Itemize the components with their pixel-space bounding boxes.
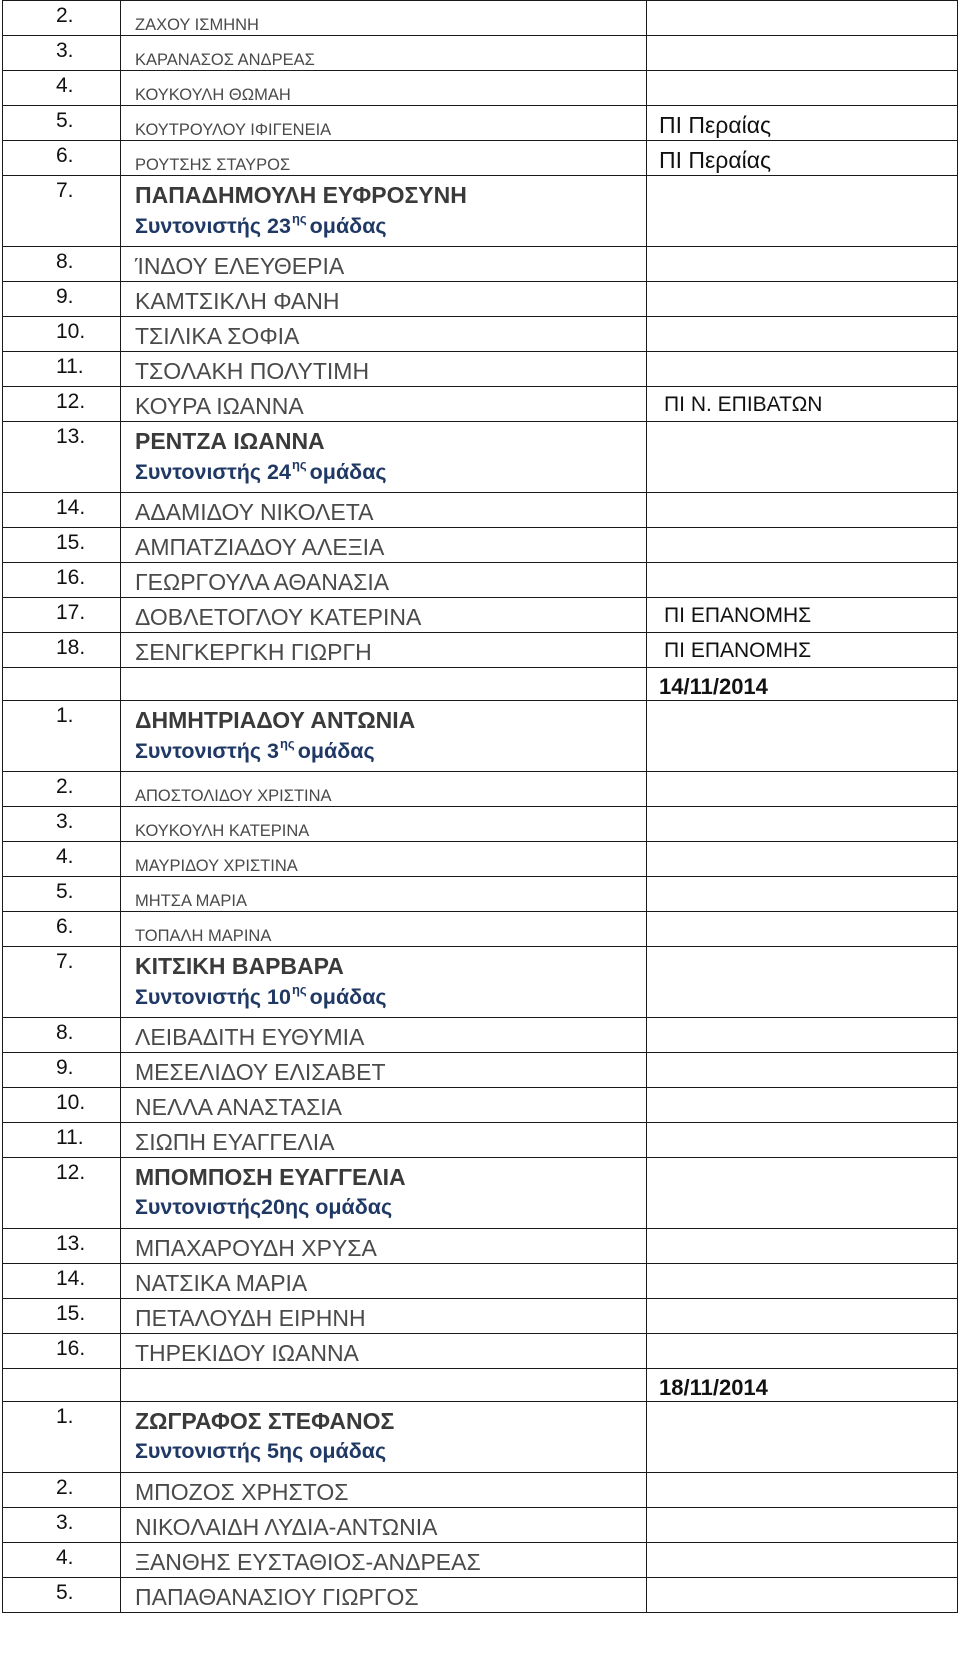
row-number: 16. bbox=[3, 1334, 121, 1369]
participant-name: ΚΟΥΚΟΥΛΗ ΘΩΜΑΗ bbox=[135, 86, 291, 104]
row-number: 17. bbox=[3, 598, 121, 633]
participant-name: ΚΟΥΡΑ ΙΩΑΝΝΑ bbox=[135, 393, 304, 419]
participant-cell bbox=[121, 1123, 647, 1158]
school-cell bbox=[647, 352, 958, 387]
table-row bbox=[3, 1, 958, 36]
row-number: 14. bbox=[3, 1264, 121, 1299]
participant-name: ΣΙΩΠΗ ΕΥΑΓΓΕΛΙΑ bbox=[135, 1129, 335, 1155]
row-number: 3. bbox=[3, 1508, 121, 1543]
coordinator-role bbox=[135, 1439, 646, 1464]
row-number: 2. bbox=[3, 1, 121, 36]
row-number bbox=[3, 1369, 121, 1402]
participant-cell bbox=[121, 1264, 647, 1299]
row-number: 3. bbox=[3, 807, 121, 842]
table-row bbox=[3, 1473, 958, 1508]
table-row bbox=[3, 106, 958, 141]
participant-cell bbox=[121, 598, 647, 633]
row-number: 2. bbox=[3, 1473, 121, 1508]
participant-cell bbox=[121, 1334, 647, 1369]
participant-cell bbox=[121, 36, 647, 71]
participant-name: ΜΠΑΧΑΡΟΥΔΗ ΧΡΥΣΑ bbox=[135, 1235, 377, 1261]
school-cell bbox=[647, 106, 958, 141]
coordinator-role bbox=[135, 984, 646, 1010]
school-cell bbox=[647, 282, 958, 317]
coordinator-role-group: ομάδας bbox=[309, 214, 387, 239]
participant-cell bbox=[121, 1299, 647, 1334]
participant-cell bbox=[121, 106, 647, 141]
participant-cell bbox=[121, 387, 647, 422]
coordinator-role bbox=[135, 738, 646, 764]
row-number: 11. bbox=[3, 1123, 121, 1158]
coordinator-name: ΜΠΟΜΠΟΣΗ ΕΥΑΓΓΕΛΙΑ bbox=[135, 1164, 406, 1190]
table-row bbox=[3, 598, 958, 633]
date-row bbox=[3, 668, 958, 701]
row-number: 18. bbox=[3, 633, 121, 668]
school-cell bbox=[647, 422, 958, 493]
row-number: 12. bbox=[3, 387, 121, 422]
participant-name: ΡΟΥΤΣΗΣ ΣΤΑΥΡΟΣ bbox=[135, 156, 291, 174]
school-cell bbox=[647, 1158, 958, 1229]
participant-name: ΑΜΠΑΤΖΙΑΔΟΥ ΑΛΕΞΙΑ bbox=[135, 534, 385, 560]
school-cell bbox=[647, 912, 958, 947]
participant-name: ΓΕΩΡΓΟΥΛΑ ΑΘΑΝΑΣΙΑ bbox=[135, 569, 390, 595]
participant-name: ΛΕΙΒΑΔΙΤΗ ΕΥΘΥΜΙΑ bbox=[135, 1024, 365, 1050]
participant-cell bbox=[121, 668, 647, 701]
table-row bbox=[3, 1543, 958, 1578]
row-number: 1. bbox=[3, 701, 121, 772]
participant-cell bbox=[121, 1473, 647, 1508]
school-name: ΠΙ Περαίας bbox=[659, 112, 772, 138]
participant-cell bbox=[121, 1088, 647, 1123]
table-row bbox=[3, 1264, 958, 1299]
row-number: 13. bbox=[3, 422, 121, 493]
coordinator-role-suffix: ης bbox=[291, 982, 307, 997]
table-row bbox=[3, 282, 958, 317]
participant-cell bbox=[121, 176, 647, 247]
row-number: 5. bbox=[3, 1578, 121, 1613]
participants-table-body bbox=[3, 1, 958, 1613]
school-cell bbox=[647, 528, 958, 563]
participant-name: ΑΔΑΜΙΔΟΥ ΝΙΚΟΛΕΤΑ bbox=[135, 499, 374, 525]
table-row bbox=[3, 1402, 958, 1473]
row-number: 8. bbox=[3, 247, 121, 282]
school-cell bbox=[647, 1088, 958, 1123]
participant-name: ΚΟΥΤΡΟΥΛΟΥ ΙΦΙΓΕΝΕΙΑ bbox=[135, 121, 332, 139]
participant-name: ΠΕΤΑΛΟΥΔΗ ΕΙΡΗΝΗ bbox=[135, 1305, 366, 1331]
participant-cell bbox=[121, 528, 647, 563]
table-row bbox=[3, 633, 958, 668]
participant-cell bbox=[121, 877, 647, 912]
participant-name: ΑΠΟΣΤΟΛΙΔΟΥ ΧΡΙΣΤΙΝΑ bbox=[135, 787, 332, 805]
participant-name: ΤΗΡΕΚΙΔΟΥ ΙΩΑΝΝΑ bbox=[135, 1340, 359, 1366]
row-number: 10. bbox=[3, 317, 121, 352]
table-row bbox=[3, 36, 958, 71]
row-number: 9. bbox=[3, 282, 121, 317]
participant-name: ΝΙΚΟΛΑΙΔΗ ΛΥΔΙΑ-ΑΝΤΩΝΙΑ bbox=[135, 1514, 438, 1540]
coordinator-name: ΡΕΝΤΖΑ ΙΩΑΝΝΑ bbox=[135, 428, 325, 454]
table-row bbox=[3, 176, 958, 247]
coordinator-name: ΠΑΠΑΔΗΜΟΥΛΗ ΕΥΦΡΟΣΥΝΗ bbox=[135, 182, 467, 208]
row-number: 4. bbox=[3, 1543, 121, 1578]
school-name: ΠΙ ΕΠΑΝΟΜΗΣ bbox=[664, 604, 812, 627]
coordinator-role-text: Συντονιστής 24 bbox=[135, 460, 291, 485]
coordinator-role-suffix: ης bbox=[291, 211, 307, 226]
school-cell bbox=[647, 1543, 958, 1578]
school-cell bbox=[647, 772, 958, 807]
participant-cell bbox=[121, 633, 647, 668]
participants-table bbox=[2, 0, 958, 1613]
participant-name: ΞΑΝΘΗΣ ΕΥΣΤΑΘΙΟΣ-ΑΝΔΡΕΑΣ bbox=[135, 1549, 481, 1575]
school-cell bbox=[647, 387, 958, 422]
coordinator-name: ΔΗΜΗΤΡΙΑΔΟΥ ΑΝΤΩΝΙΑ bbox=[135, 707, 416, 733]
participant-name: ΊΝΔΟΥ ΕΛΕΥΘΕΡΙΑ bbox=[135, 253, 345, 279]
table-row bbox=[3, 807, 958, 842]
participant-name: ΚΑΜΤΣΙΚΛΗ ΦΑΝΗ bbox=[135, 288, 340, 314]
school-cell bbox=[647, 1, 958, 36]
coordinator-role-suffix: ης bbox=[279, 736, 295, 751]
row-number: 1. bbox=[3, 1402, 121, 1473]
participant-cell bbox=[121, 141, 647, 176]
table-row bbox=[3, 247, 958, 282]
participant-name: ΤΣΙΛΙΚΑ ΣΟΦΙΑ bbox=[135, 323, 300, 349]
school-cell bbox=[647, 1508, 958, 1543]
school-cell bbox=[647, 1473, 958, 1508]
school-cell bbox=[647, 1578, 958, 1613]
row-number: 5. bbox=[3, 106, 121, 141]
row-number: 6. bbox=[3, 912, 121, 947]
school-cell bbox=[647, 1229, 958, 1264]
participant-name: ΔΟΒΛΕΤΟΓΛΟΥ ΚΑΤΕΡΙΝΑ bbox=[135, 604, 422, 630]
school-cell bbox=[647, 1334, 958, 1369]
participant-name: ΜΗΤΣΑ ΜΑΡΙΑ bbox=[135, 892, 247, 910]
coordinator-role-text: Συντονιστής 23 bbox=[135, 214, 291, 239]
participant-cell bbox=[121, 807, 647, 842]
participant-cell bbox=[121, 1053, 647, 1088]
table-row bbox=[3, 1229, 958, 1264]
participant-name: ΠΑΠΑΘΑΝΑΣΙΟΥ ΓΙΩΡΓΟΣ bbox=[135, 1584, 419, 1610]
table-row bbox=[3, 352, 958, 387]
coordinator-role bbox=[135, 459, 646, 485]
school-cell bbox=[647, 317, 958, 352]
participant-name: ΣΕΝΓΚΕΡΓΚΗ ΓΙΩΡΓΗ bbox=[135, 639, 372, 665]
row-number: 16. bbox=[3, 563, 121, 598]
row-number: 2. bbox=[3, 772, 121, 807]
participant-name: ΜΑΥΡΙΔΟΥ ΧΡΙΣΤΙΝΑ bbox=[135, 857, 298, 875]
row-number: 4. bbox=[3, 842, 121, 877]
row-number: 9. bbox=[3, 1053, 121, 1088]
table-row bbox=[3, 701, 958, 772]
row-number: 14. bbox=[3, 493, 121, 528]
date-row bbox=[3, 1369, 958, 1402]
row-number: 5. bbox=[3, 877, 121, 912]
school-cell bbox=[647, 1402, 958, 1473]
participant-cell bbox=[121, 352, 647, 387]
school-cell bbox=[647, 807, 958, 842]
row-number: 3. bbox=[3, 36, 121, 71]
table-row bbox=[3, 947, 958, 1018]
participant-cell bbox=[121, 1369, 647, 1402]
school-cell bbox=[647, 176, 958, 247]
school-cell bbox=[647, 141, 958, 176]
participant-cell bbox=[121, 1158, 647, 1229]
row-number: 6. bbox=[3, 141, 121, 176]
participant-cell bbox=[121, 247, 647, 282]
coordinator-role bbox=[135, 1195, 646, 1220]
participant-cell bbox=[121, 317, 647, 352]
participant-name: ΚΟΥΚΟΥΛΗ ΚΑΤΕΡΙΝΑ bbox=[135, 822, 310, 840]
school-cell bbox=[647, 1123, 958, 1158]
table-row bbox=[3, 71, 958, 106]
coordinator-role-group: ομάδας bbox=[309, 985, 387, 1010]
table-row bbox=[3, 422, 958, 493]
row-number: 7. bbox=[3, 947, 121, 1018]
participant-name: ΝΑΤΣΙΚΑ ΜΑΡΙΑ bbox=[135, 1270, 308, 1296]
school-cell bbox=[647, 1018, 958, 1053]
table-row bbox=[3, 1053, 958, 1088]
table-row bbox=[3, 1334, 958, 1369]
school-cell bbox=[647, 71, 958, 106]
table-row bbox=[3, 842, 958, 877]
school-cell bbox=[647, 701, 958, 772]
participant-cell bbox=[121, 1018, 647, 1053]
participant-name: ΝΕΛΛΑ ΑΝΑΣΤΑΣΙΑ bbox=[135, 1094, 343, 1120]
school-cell bbox=[647, 1053, 958, 1088]
table-row bbox=[3, 1299, 958, 1334]
participant-name: ΜΠΟΖΟΣ ΧΡΗΣΤΟΣ bbox=[135, 1479, 349, 1505]
coordinator-role-group: ομάδας bbox=[297, 739, 375, 764]
table-row bbox=[3, 772, 958, 807]
school-cell bbox=[647, 36, 958, 71]
row-number: 4. bbox=[3, 71, 121, 106]
session-date: 18/11/2014 bbox=[659, 1375, 768, 1400]
row-number: 8. bbox=[3, 1018, 121, 1053]
school-cell bbox=[647, 493, 958, 528]
coordinator-role-text: Συντονιστής20ης ομάδας bbox=[135, 1195, 393, 1219]
participant-name: ΤΣΟΛΑΚΗ ΠΟΛΥΤΙΜΗ bbox=[135, 358, 370, 384]
row-number: 12. bbox=[3, 1158, 121, 1229]
participant-cell bbox=[121, 493, 647, 528]
school-cell bbox=[647, 842, 958, 877]
table-row bbox=[3, 317, 958, 352]
participant-name: ΜΕΣΕΛΙΔΟΥ ΕΛΙΣΑΒΕΤ bbox=[135, 1059, 386, 1085]
table-row bbox=[3, 563, 958, 598]
row-number: 15. bbox=[3, 528, 121, 563]
row-number: 11. bbox=[3, 352, 121, 387]
school-cell bbox=[647, 1299, 958, 1334]
session-date-cell bbox=[647, 1369, 958, 1402]
school-name: ΠΙ Ν. ΕΠΙΒΑΤΩΝ bbox=[664, 393, 823, 416]
coordinator-role-group: ομάδας bbox=[309, 460, 387, 485]
coordinator-role bbox=[135, 213, 646, 239]
session-date: 14/11/2014 bbox=[659, 674, 768, 699]
school-cell bbox=[647, 598, 958, 633]
school-cell bbox=[647, 947, 958, 1018]
table-row bbox=[3, 1578, 958, 1613]
school-name: ΠΙ Περαίας bbox=[659, 147, 772, 173]
participant-name: ΖΑΧΟΥ ΙΣΜΗΝΗ bbox=[135, 16, 259, 34]
school-cell bbox=[647, 563, 958, 598]
participant-cell bbox=[121, 842, 647, 877]
participant-cell bbox=[121, 422, 647, 493]
table-row bbox=[3, 877, 958, 912]
school-cell bbox=[647, 633, 958, 668]
table-row bbox=[3, 528, 958, 563]
participant-cell bbox=[121, 1578, 647, 1613]
participant-cell bbox=[121, 1229, 647, 1264]
participant-cell bbox=[121, 282, 647, 317]
school-cell bbox=[647, 877, 958, 912]
school-cell bbox=[647, 1264, 958, 1299]
table-row bbox=[3, 1158, 958, 1229]
school-cell bbox=[647, 247, 958, 282]
school-name: ΠΙ ΕΠΑΝΟΜΗΣ bbox=[664, 639, 812, 662]
table-row bbox=[3, 1508, 958, 1543]
table-row bbox=[3, 1123, 958, 1158]
coordinator-name: ΖΩΓΡΑΦΟΣ ΣΤΕΦΑΝΟΣ bbox=[135, 1408, 395, 1434]
table-row bbox=[3, 493, 958, 528]
table-row bbox=[3, 1088, 958, 1123]
participant-cell bbox=[121, 701, 647, 772]
participant-cell bbox=[121, 912, 647, 947]
participant-cell bbox=[121, 1543, 647, 1578]
participant-cell bbox=[121, 563, 647, 598]
participant-cell bbox=[121, 1508, 647, 1543]
participant-name: ΤΟΠΑΛΗ ΜΑΡΙΝΑ bbox=[135, 927, 272, 945]
participant-cell bbox=[121, 772, 647, 807]
coordinator-role-text: Συντονιστής 3 bbox=[135, 739, 279, 764]
participant-name: ΚΑΡΑΝΑΣΟΣ ΑΝΔΡΕΑΣ bbox=[135, 51, 315, 69]
coordinator-role-text: Συντονιστής 10 bbox=[135, 985, 291, 1010]
session-date-cell bbox=[647, 668, 958, 701]
row-number: 10. bbox=[3, 1088, 121, 1123]
table-row bbox=[3, 1018, 958, 1053]
row-number: 13. bbox=[3, 1229, 121, 1264]
participant-cell bbox=[121, 71, 647, 106]
participant-cell bbox=[121, 947, 647, 1018]
participant-cell bbox=[121, 1, 647, 36]
coordinator-name: ΚΙΤΣΙΚΗ ΒΑΡΒΑΡΑ bbox=[135, 953, 344, 979]
table-row bbox=[3, 141, 958, 176]
table-row bbox=[3, 912, 958, 947]
row-number: 15. bbox=[3, 1299, 121, 1334]
table-row bbox=[3, 387, 958, 422]
row-number bbox=[3, 668, 121, 701]
coordinator-role-text: Συντονιστής 5ης ομάδας bbox=[135, 1439, 387, 1463]
coordinator-role-suffix: ης bbox=[291, 457, 307, 472]
row-number: 7. bbox=[3, 176, 121, 247]
participant-cell bbox=[121, 1402, 647, 1473]
